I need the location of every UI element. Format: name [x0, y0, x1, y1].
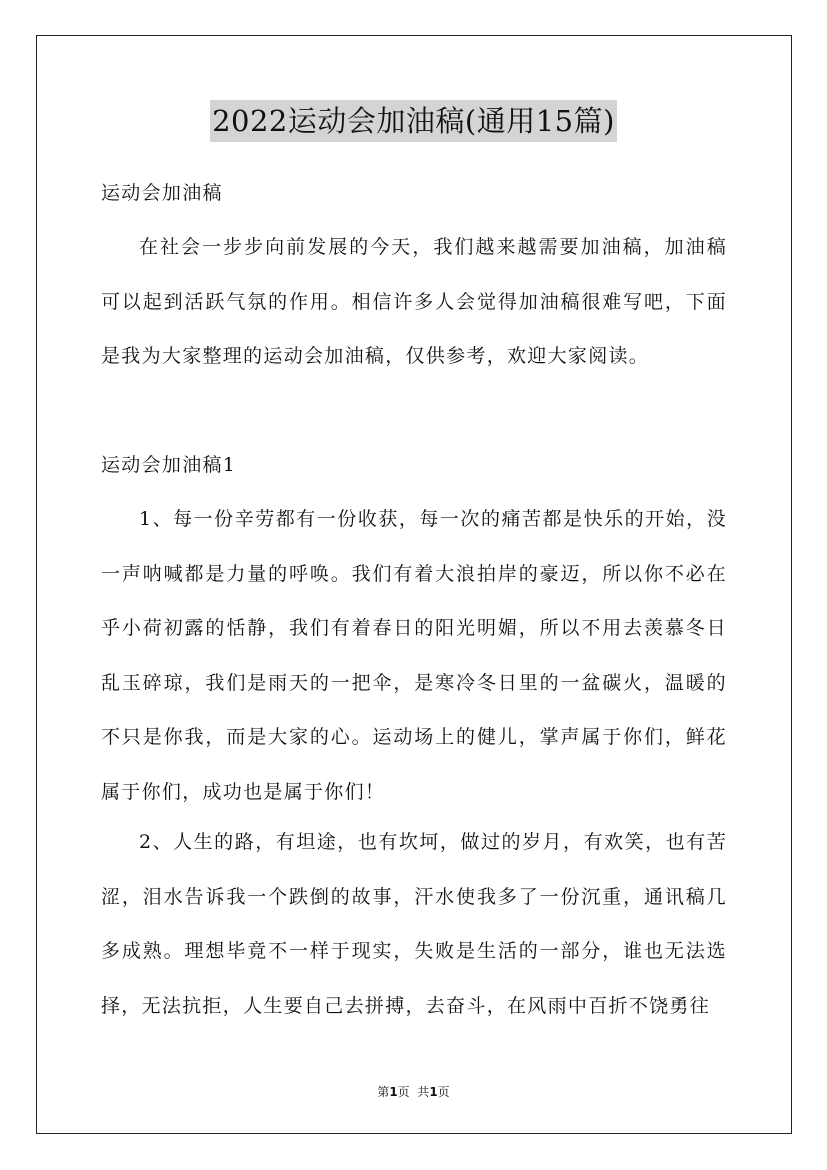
- footer-prefix: 第: [377, 1085, 390, 1099]
- footer-suffix: 页: [437, 1085, 450, 1099]
- body-paragraph-1: [101, 492, 727, 819]
- intro-text: 在社会一步步向前发展的今天，我们越来越需要加油稿，加油稿可以起到活跃气氛的作用。相信许多人会觉得加油稿很难写吧，下面是我为大家整理的运动会加油稿，仅供参考，欢迎大家阅读。: [101, 236, 727, 367]
- intro-paragraph: [101, 220, 727, 384]
- section-heading-text: 运动会加油稿: [101, 182, 223, 204]
- sub-heading: [101, 438, 727, 493]
- page-footer: [0, 1083, 827, 1101]
- paragraph-1-text: 1、每一份辛劳都有一份收获，每一次的痛苦都是快乐的开始，没一声呐喊都是力量的呼唤。我们有着大浪拍岸的豪迈，所以你不必在乎小荷初露的恬静，我们有着春日的阳光明媚，所以不用去羡慕冬日乱玉碎琼，我们是雨天的一把伞，是寒冷冬日里的一盆碳火，温暖的不只是你我，而是大家的心。运动场上的健儿，掌声属于你们，鲜花属于你们，成功也是属于你们！: [101, 508, 727, 803]
- section-heading: [101, 166, 727, 221]
- title-container: [0, 100, 827, 142]
- paragraph-2-text: 2、人生的路，有坦途，也有坎坷，做过的岁月，有欢笑，也有苦涩，泪水告诉我一个跌倒的故事，汗水使我多了一份沉重，通讯稿几多成熟。理想毕竟不一样于现实，失败是生活的一部分，谁也无法选择，无法抗拒，人生要自己去拼搏，去奋斗，在风雨中百折不饶勇往: [101, 831, 727, 1017]
- body-paragraph-2: [101, 815, 727, 1033]
- footer-total-pages: 1: [429, 1085, 438, 1099]
- sub-heading-text: 运动会加油稿1: [101, 454, 237, 476]
- footer-page-number: 1: [389, 1085, 398, 1099]
- footer-middle: 页 共: [397, 1085, 430, 1099]
- document-title: 2022运动会加油稿(通用15篇): [210, 100, 617, 142]
